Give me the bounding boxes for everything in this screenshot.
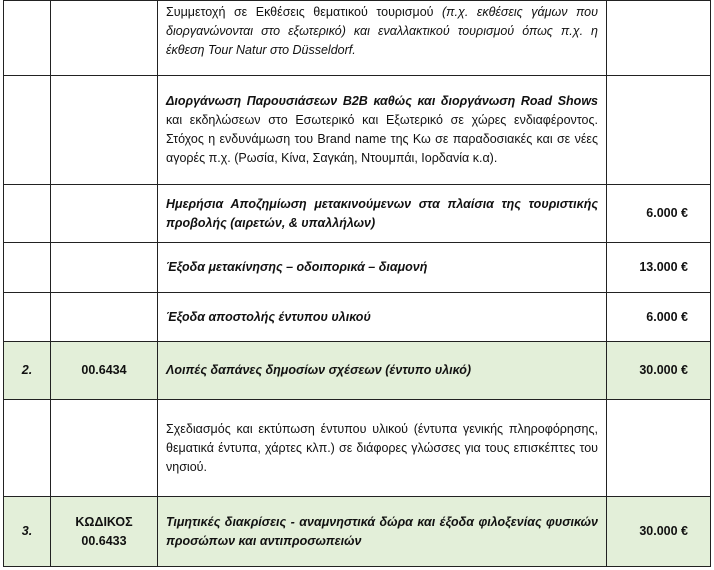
row-code-cell — [51, 497, 158, 567]
row-number-cell — [4, 400, 51, 497]
description-text-italic: (π.χ. εκθέσεις γάμων που διοργανώνονται στο εξωτερικό) και εναλλακτικού τουρισμού όπως π.χ. η έκθεση Tour Natur στο Düsseldorf. — [166, 5, 598, 57]
table-row — [4, 293, 711, 342]
description-text-bold: Διοργάνωση Παρουσιάσεων B2B καθώς και διοργάνωση Road Shows — [166, 94, 598, 108]
code-label: ΚΩΔΙΚΟΣ — [75, 514, 133, 529]
row-amount-cell: 6.000 € — [607, 185, 711, 243]
row-amount-cell: 6.000 € — [607, 293, 711, 342]
row-code-cell: 00.6434 — [51, 342, 158, 400]
row-code-cell — [51, 400, 158, 497]
table-row — [4, 1, 711, 76]
code-value: 00.6433 — [81, 533, 127, 548]
row-number-cell — [4, 293, 51, 342]
row-description-cell: Τιμητικές διακρίσεις - αναμνηστικά δώρα και έξοδα φιλοξενίας φυσικών προσώπων και αντιπροσωπειών — [158, 497, 607, 567]
row-amount-cell — [607, 400, 711, 497]
row-description-cell: Έξοδα μετακίνησης – οδοιπορικά – διαμονή — [158, 243, 607, 293]
row-amount-cell: 13.000 € — [607, 243, 711, 293]
row-code-cell — [51, 1, 158, 76]
row-description-cell — [158, 76, 607, 185]
row-number-cell — [4, 1, 51, 76]
table-row — [4, 400, 711, 497]
row-description-cell: Έξοδα αποστολής έντυπου υλικού — [158, 293, 607, 342]
row-description-cell: Σχεδιασμός και εκτύπωση έντυπου υλικού (έντυπα γενικής πληροφόρησης, θεματικά έντυπα, χάρτες κλπ.) σε διάφορες γλώσσες για τους επισκέπτες του νησιού. — [158, 400, 607, 497]
row-number-cell — [4, 76, 51, 185]
row-number-cell — [4, 185, 51, 243]
row-description-cell: Λοιπές δαπάνες δημοσίων σχέσεων (έντυπο υλικό) — [158, 342, 607, 400]
row-amount-cell — [607, 1, 711, 76]
row-code-cell — [51, 293, 158, 342]
row-number-cell: 2. — [4, 342, 51, 400]
row-code-cell — [51, 76, 158, 185]
row-amount-cell: 30.000 € — [607, 342, 711, 400]
row-amount-cell: 30.000 € — [607, 497, 711, 567]
row-amount-cell — [607, 76, 711, 185]
table-row — [4, 185, 711, 243]
table-row — [4, 497, 711, 567]
row-description-cell: Ημερήσια Αποζημίωση μετακινούμενων στα πλαίσια της τουριστικής προβολής (αιρετών, & υπαλλήλων) — [158, 185, 607, 243]
table-row — [4, 243, 711, 293]
table-row — [4, 76, 711, 185]
row-number-cell: 3. — [4, 497, 51, 567]
row-code-cell — [51, 243, 158, 293]
description-text: και εκδηλώσεων στο Εσωτερικό και Εξωτερικό σε χώρες ενδιαφέροντος. Στόχος η ενδυνάμωση του Brand name της Κω σε παραδοσιακές και σε νέες αγορές π.χ. (Ρωσία, Κίνα, Σαγκάη, Ντουμπάι, Ιορδανία κ.α). — [166, 113, 598, 165]
row-number-cell — [4, 243, 51, 293]
row-code-cell — [51, 185, 158, 243]
table-row — [4, 342, 711, 400]
row-description-cell — [158, 1, 607, 76]
budget-table — [3, 0, 711, 567]
description-text: Συμμετοχή σε Εκθέσεις θεματικού τουρισμού — [166, 5, 443, 19]
